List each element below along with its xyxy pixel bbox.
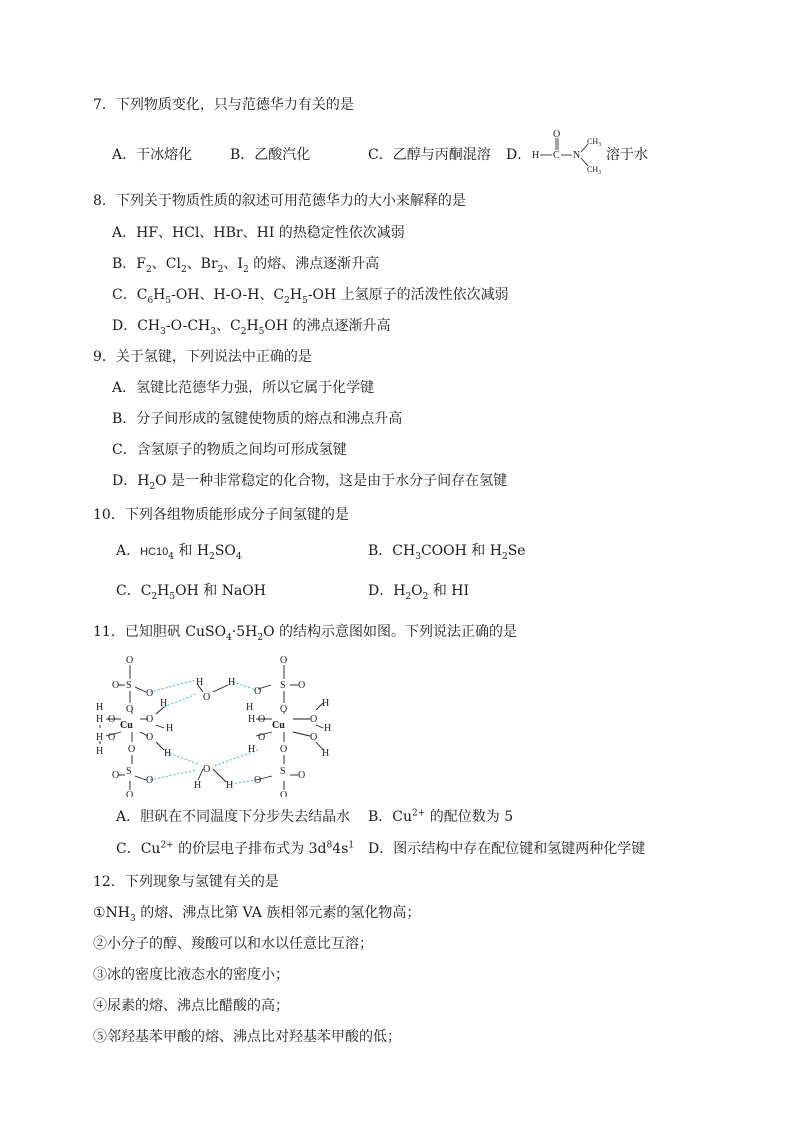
q12-item-5: ⑤邻羟基苯甲酸的熔、沸点比对羟基苯甲酸的低； xyxy=(93,1029,401,1045)
atom-h: H xyxy=(196,677,204,688)
q11-option-b: B．$Cu^{2+}$ 的配位数为 5 xyxy=(368,808,514,825)
q11-stem: 11．已知胆矾 $CuSO_4\cdot 5H_2O$ 的结构示意图如图。下列说法正确的是 xyxy=(93,624,518,643)
q7-stem: 7．下列物质变化，只与范德华力有关的是 xyxy=(93,97,354,113)
atom-o: O xyxy=(126,655,134,666)
atom-h: H xyxy=(228,677,236,688)
q12-item-4: ④尿素的熔、沸点比醋酸的高； xyxy=(93,998,289,1014)
q11-option-c: C．$Cu^{2+}$ 的价层电子排布式为 $3d^84s^1$ xyxy=(116,840,355,857)
atom-o: O xyxy=(254,775,262,786)
atom-o: O xyxy=(146,714,154,725)
q11-option-a: A．胆矾在不同温度下分步失去结晶水 xyxy=(116,809,351,825)
atom-o: O xyxy=(126,704,134,715)
dmf-atom-h: H xyxy=(532,150,540,161)
atom-o: O xyxy=(112,770,120,781)
atom-h: H xyxy=(246,702,254,713)
atom-h: H xyxy=(96,746,104,757)
atom-h: H xyxy=(194,780,202,791)
atom-h: H xyxy=(164,748,172,759)
q9-option-d: D．$H_2O$ 是一种非常稳定的化合物，这是由于水分子间存在氢键 xyxy=(112,473,508,492)
q10-option-a: A．$HC10_4$ 和 $H_2SO_4$ xyxy=(116,543,242,562)
q12-item-1: $①NH_3$ 的熔、沸点比第 VA 族相邻元素的氢化物高； xyxy=(93,905,421,924)
atom-o: O xyxy=(203,764,211,775)
atom-o: O xyxy=(258,732,266,743)
q9-stem: 9．关于氢键，下列说法中正确的是 xyxy=(93,349,312,365)
dmf-atom-c: C xyxy=(553,150,560,161)
atom-o: O xyxy=(112,680,120,691)
atom-h: H xyxy=(322,748,330,759)
atom-o: O xyxy=(298,680,306,691)
q10-option-b: B．$CH_3COOH$ 和 $H_2Se$ xyxy=(368,543,526,562)
atom-h: H xyxy=(96,702,104,713)
q12-item-2: ②小分子的醇、羧酸可以和水以任意比互溶； xyxy=(93,936,373,952)
atom-h: H xyxy=(160,698,168,709)
atom-h: H xyxy=(226,780,234,791)
atom-h: H xyxy=(324,723,332,734)
q8-option-c: C．$C_6H_5-OH$、H-O-H、$C_2H_5-OH$ 上氢原子的活泼性依次减弱 xyxy=(112,287,509,306)
atom-h: H xyxy=(96,732,104,743)
q7-option-b: B．乙酸汽化 xyxy=(230,147,311,163)
q8-option-d: D．$CH_3-O-CH_3$、$C_2H_5OH$ 的沸点逐渐升高 xyxy=(112,318,391,337)
atom-o: O xyxy=(310,732,318,743)
q9-option-c: C．含氢原子的物质之间均可形成氢键 xyxy=(112,442,347,458)
atom-s: S xyxy=(280,680,286,691)
atom-o: O xyxy=(146,732,154,743)
q7-option-d-suffix: 溶于水 xyxy=(606,147,648,163)
atom-s: S xyxy=(126,766,132,777)
q10-stem: 10．下列各组物质能形成分子间氢键的是 xyxy=(93,507,349,523)
atom-o: O xyxy=(280,704,288,715)
q7-option-a: A．干冰熔化 xyxy=(112,147,193,163)
q12-item-3: ③冰的密度比液态水的密度小； xyxy=(93,967,289,983)
atom-h: H xyxy=(96,714,104,725)
atom-o: O xyxy=(280,655,288,666)
atom-o: O xyxy=(108,714,116,725)
q8-option-a: A．HF、HCl、HBr、HI 的热稳定性依次减弱 xyxy=(112,225,405,241)
atom-o: O xyxy=(146,775,154,786)
q7-option-c: C．乙醇与丙酮混溶 xyxy=(368,147,491,163)
dmf-atom-o: O xyxy=(553,130,561,140)
copper-sulfate-pentahydrate-diagram xyxy=(88,652,338,797)
atom-o: O xyxy=(108,732,116,743)
q7-option-d-label: D． xyxy=(506,147,532,163)
atom-o: O xyxy=(280,790,288,797)
q10-option-d: D．$H_2O_2$ 和 HI xyxy=(368,583,470,602)
dmf-methyl-bottom: $CH_3$ xyxy=(587,165,602,176)
dmf-structure xyxy=(530,130,610,176)
atom-cu: Cu xyxy=(272,720,285,731)
atom-h: H xyxy=(248,714,256,725)
atom-h: H xyxy=(322,698,330,709)
atom-o: O xyxy=(254,686,262,697)
q9-option-b: B．分子间形成的氢键使物质的熔点和沸点升高 xyxy=(112,411,403,427)
q11-option-d: D．图示结构中存在配位键和氢键两种化学键 xyxy=(368,841,646,857)
atom-o: O xyxy=(310,714,318,725)
atom-o: O xyxy=(126,790,134,797)
atom-h: H xyxy=(248,744,256,755)
q10-option-c: C．$C_2H_5OH$ 和 NaOH xyxy=(116,583,266,602)
atom-cu: Cu xyxy=(120,720,133,731)
dmf-methyl-top: $CH_3$ xyxy=(587,137,602,148)
atom-o: O xyxy=(146,688,154,699)
q8-option-b: B．$F_2$、$Cl_2$、$Br_2$、$I_2$ 的熔、沸点逐渐升高 xyxy=(112,256,380,275)
q8-stem: 8．下列关于物质性质的叙述可用范德华力的大小来解释的是 xyxy=(93,193,466,209)
atom-h: H xyxy=(166,723,174,734)
atom-o: O xyxy=(128,744,136,755)
atom-o: O xyxy=(258,714,266,725)
dmf-atom-n: N xyxy=(573,150,581,161)
atom-o: O xyxy=(280,744,288,755)
atom-o: O xyxy=(203,692,211,703)
atom-s: S xyxy=(280,766,286,777)
atom-o: O xyxy=(298,770,306,781)
q9-option-a: A．氢键比范德华力强，所以它属于化学键 xyxy=(112,380,375,396)
atom-s: S xyxy=(126,680,132,691)
q12-stem: 12．下列现象与氢键有关的是 xyxy=(93,874,279,890)
